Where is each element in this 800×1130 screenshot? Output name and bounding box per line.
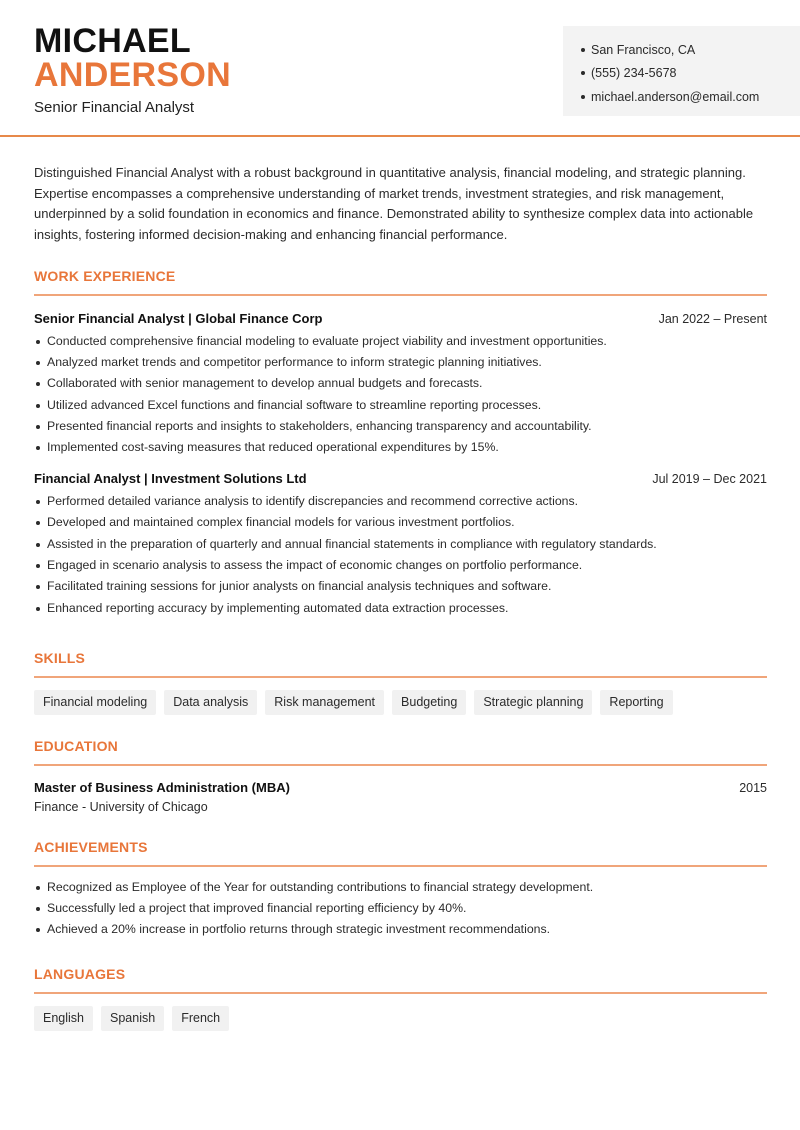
list-item: Collaborated with senior management to develop annual budgets and forecasts. bbox=[34, 373, 767, 394]
list-item: Developed and maintained complex financial models for various investment portfolios. bbox=[34, 512, 767, 533]
list-item: Facilitated training sessions for junior analysts on financial analysis techniques and software. bbox=[34, 576, 767, 597]
skill-chip: Reporting bbox=[600, 690, 672, 715]
list-item: Conducted comprehensive financial modeling to evaluate project viability and investment opportunities. bbox=[34, 331, 767, 352]
summary: Distinguished Financial Analyst with a robust background in quantitative analysis, financial modeling, and strategic planning. Expertise encompasses a comprehensive understanding of market trends, investment strategies, and risk management, underpinned by a solid foundation in economics and finance. Demonstrated ability to synthesize complex data into actionable insights, fostering informed decision-making and enhancing financial performance. bbox=[34, 165, 754, 242]
education-degree: Master of Business Administration (MBA) bbox=[34, 779, 290, 795]
skills-list bbox=[34, 690, 767, 715]
list-item: Assisted in the preparation of quarterly and annual financial statements in compliance with regulatory standards. bbox=[34, 534, 767, 555]
contact-phone bbox=[581, 62, 800, 86]
contact-location bbox=[581, 38, 800, 62]
job-header bbox=[34, 311, 767, 326]
list-item: Achieved a 20% increase in portfolio returns through strategic investment recommendations. bbox=[34, 919, 767, 940]
achievements-list bbox=[34, 877, 767, 941]
education-header bbox=[34, 780, 767, 795]
section-divider bbox=[34, 865, 767, 867]
skill-chip: Financial modeling bbox=[34, 690, 156, 715]
list-item: Successfully led a project that improved financial reporting efficiency by 40%. bbox=[34, 898, 767, 919]
language-chip: Spanish bbox=[101, 1006, 164, 1031]
job-dates: Jan 2022 – Present bbox=[658, 311, 767, 326]
candidate-title: Senior Financial Analyst bbox=[34, 99, 195, 116]
last-name: ANDERSON bbox=[34, 56, 231, 94]
section-title-achievements: ACHIEVEMENTS bbox=[34, 839, 148, 855]
achievements-section bbox=[34, 839, 767, 941]
education-year: 2015 bbox=[739, 780, 767, 795]
candidate-name bbox=[34, 24, 231, 92]
list-item: Engaged in scenario analysis to assess the impact of economic changes on portfolio performance. bbox=[34, 555, 767, 576]
resume-body bbox=[34, 163, 767, 1025]
languages-list bbox=[34, 1006, 767, 1031]
job-entry bbox=[34, 471, 767, 619]
language-chip: English bbox=[34, 1006, 93, 1031]
first-name: MICHAEL bbox=[34, 22, 191, 60]
section-divider bbox=[34, 676, 767, 678]
section-title-languages: LANGUAGES bbox=[34, 966, 126, 982]
list-item: Enhanced reporting accuracy by implementing automated data extraction processes. bbox=[34, 598, 767, 619]
job-bullets bbox=[34, 331, 767, 459]
list-item: Presented financial reports and insights to stakeholders, enhancing transparency and accountability. bbox=[34, 416, 767, 437]
bullet-icon bbox=[581, 71, 585, 75]
skill-chip: Budgeting bbox=[392, 690, 466, 715]
work-experience-section bbox=[34, 268, 767, 619]
job-role: Financial Analyst | Investment Solutions Ltd bbox=[34, 470, 307, 486]
contact-location-text: San Francisco, CA bbox=[591, 42, 696, 57]
job-header bbox=[34, 471, 767, 486]
job-role: Senior Financial Analyst | Global Finance Corp bbox=[34, 310, 323, 326]
contact-box bbox=[563, 26, 800, 116]
section-title-education: EDUCATION bbox=[34, 738, 118, 754]
education-entry bbox=[34, 780, 767, 814]
resume-header bbox=[0, 0, 800, 137]
section-title-work: WORK EXPERIENCE bbox=[34, 268, 176, 284]
section-divider bbox=[34, 992, 767, 994]
language-chip: French bbox=[172, 1006, 229, 1031]
job-dates: Jul 2019 – Dec 2021 bbox=[652, 471, 767, 486]
list-item: Analyzed market trends and competitor performance to inform strategic planning initiatives. bbox=[34, 352, 767, 373]
list-item: Utilized advanced Excel functions and financial software to streamline reporting processes. bbox=[34, 395, 767, 416]
contact-phone-text: (555) 234-5678 bbox=[591, 66, 677, 81]
section-divider bbox=[34, 294, 767, 296]
job-entry bbox=[34, 311, 767, 459]
bullet-icon bbox=[581, 95, 585, 99]
skill-chip: Data analysis bbox=[164, 690, 257, 715]
education-section bbox=[34, 738, 767, 814]
section-title-skills: SKILLS bbox=[34, 650, 85, 666]
contact-email bbox=[581, 85, 800, 109]
section-divider bbox=[34, 764, 767, 766]
list-item: Performed detailed variance analysis to identify discrepancies and recommend corrective actions. bbox=[34, 491, 767, 512]
job-bullets bbox=[34, 491, 767, 619]
list-item: Recognized as Employee of the Year for outstanding contributions to financial strategy development. bbox=[34, 877, 767, 898]
languages-section bbox=[34, 966, 767, 1031]
list-item: Implemented cost-saving measures that reduced operational expenditures by 15%. bbox=[34, 437, 767, 458]
skills-section bbox=[34, 650, 767, 715]
education-school: Finance - University of Chicago bbox=[34, 799, 208, 814]
skill-chip: Risk management bbox=[265, 690, 384, 715]
contact-email-text: michael.anderson@email.com bbox=[591, 89, 760, 104]
skill-chip: Strategic planning bbox=[474, 690, 592, 715]
bullet-icon bbox=[581, 48, 585, 52]
